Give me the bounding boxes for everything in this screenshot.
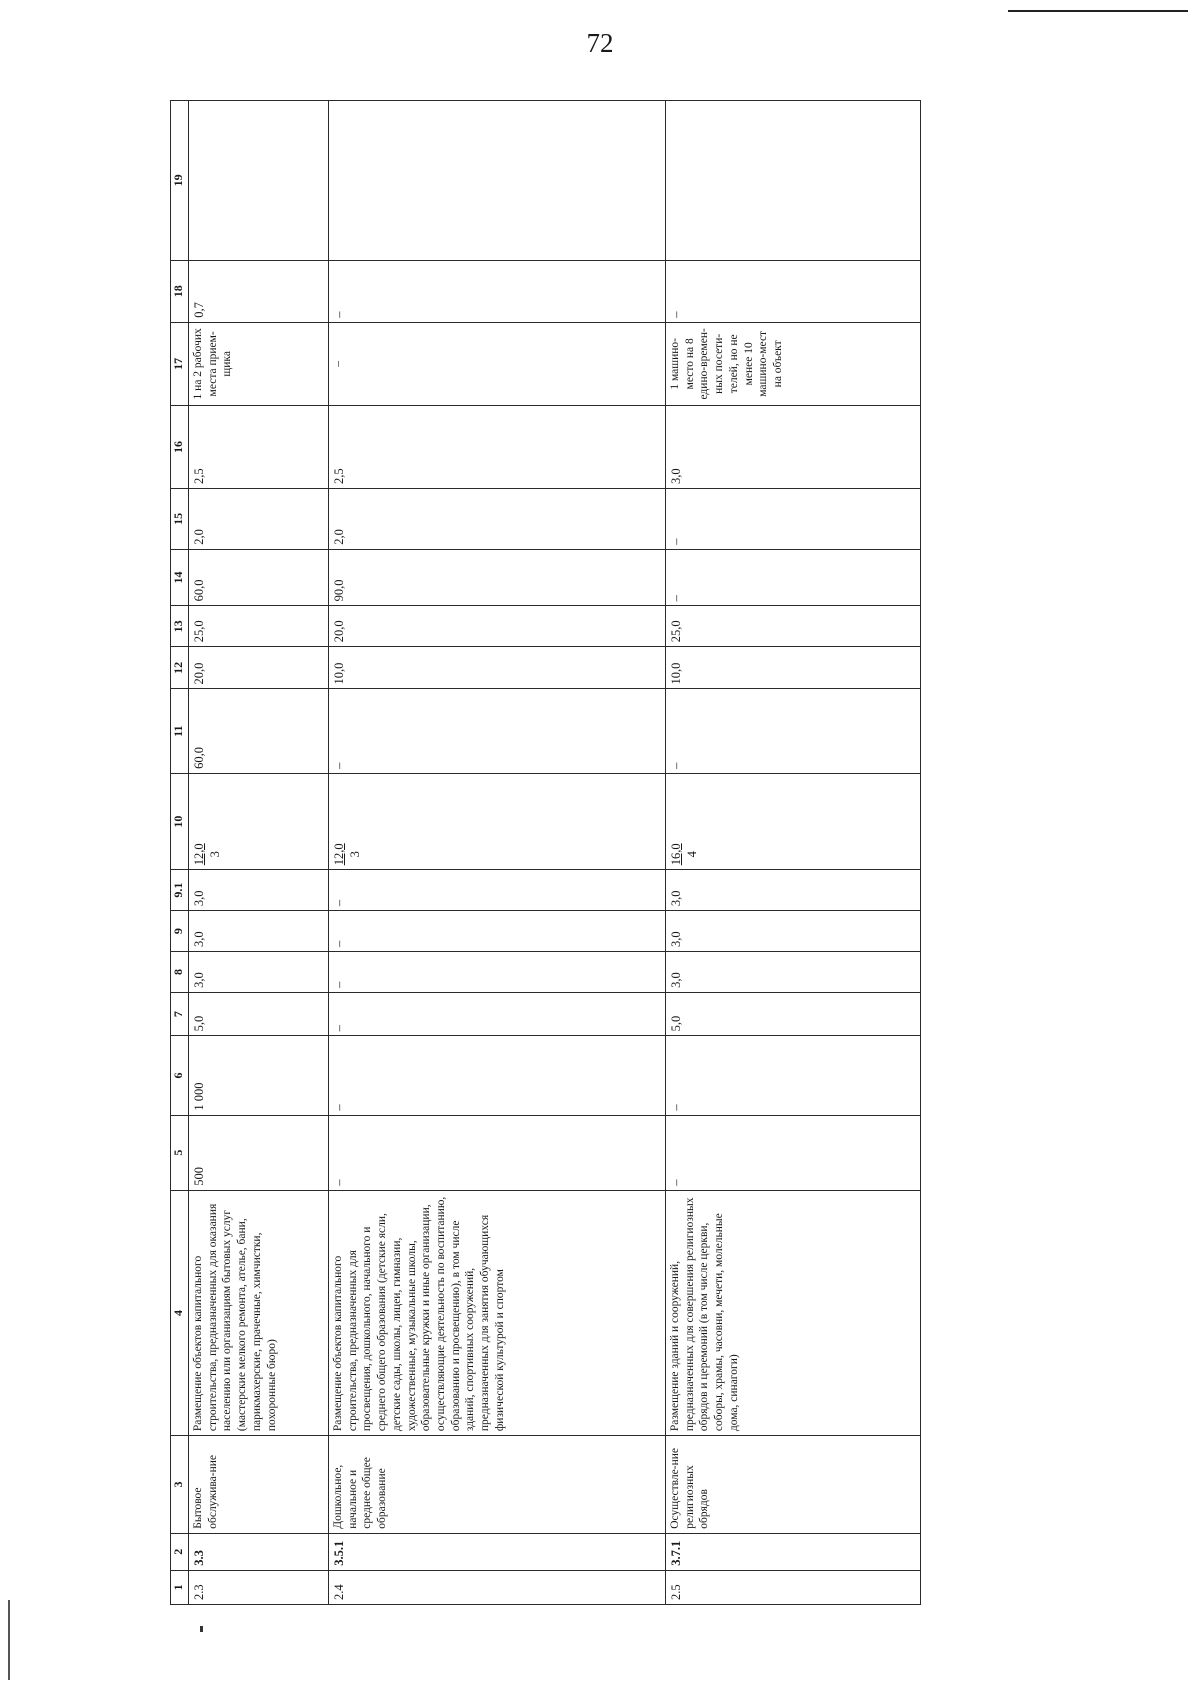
cell-col6: 1 000 — [189, 1036, 329, 1115]
cell-col7: – — [329, 992, 666, 1036]
header-cell: 14 — [171, 549, 189, 606]
cell-col18: – — [329, 260, 666, 322]
cell-col12: 20,0 — [189, 647, 329, 689]
cell-col11: – — [666, 689, 921, 773]
cell-col12: 10,0 — [329, 647, 666, 689]
cell-col14: 90,0 — [329, 549, 666, 606]
cell-col14: – — [666, 549, 921, 606]
use-type-name: Дошкольное, начальное и среднее общее образование — [329, 1436, 666, 1534]
cell-col9: – — [329, 911, 666, 952]
cell-col16: 3,0 — [666, 405, 921, 488]
row-number: 2.4 — [329, 1570, 666, 1604]
cell-col9-1: 3,0 — [189, 870, 329, 911]
fraction-value — [668, 843, 700, 865]
cell-col10 — [189, 773, 329, 869]
regulations-table — [170, 100, 921, 1605]
header-cell: 3 — [171, 1436, 189, 1534]
header-cell: 16 — [171, 405, 189, 488]
cell-col14: 60,0 — [189, 549, 329, 606]
header-cell: 2 — [171, 1533, 189, 1570]
cell-col13: 25,0 — [666, 606, 921, 647]
cell-col9-1: 3,0 — [666, 870, 921, 911]
classifier-code: 3.7.1 — [666, 1533, 921, 1570]
cell-col8: 3,0 — [189, 952, 329, 993]
cell-col18: 0,7 — [189, 260, 329, 322]
cell-col16: 2,5 — [189, 405, 329, 488]
cell-col19 — [666, 101, 921, 261]
cell-col11: – — [329, 689, 666, 773]
header-cell: 1 — [171, 1570, 189, 1604]
cell-col13: 20,0 — [329, 606, 666, 647]
cell-col17: – — [329, 322, 666, 405]
fraction-denominator: 3 — [208, 851, 222, 858]
cell-col15: 2,0 — [329, 489, 666, 550]
cell-col12: 10,0 — [666, 647, 921, 689]
row-number: 2.3 — [189, 1570, 329, 1604]
fraction-numerator: 12,0 — [332, 843, 346, 866]
header-cell: 13 — [171, 606, 189, 647]
row-number: 2.5 — [666, 1570, 921, 1604]
top-rule — [1008, 10, 1188, 12]
header-cell: 10 — [171, 773, 189, 869]
cell-col6: – — [666, 1036, 921, 1115]
classifier-code: 3.3 — [189, 1533, 329, 1570]
header-cell: 8 — [171, 952, 189, 993]
cell-col6: – — [329, 1036, 666, 1115]
cell-col16: 2,5 — [329, 405, 666, 488]
cell-col19 — [189, 101, 329, 261]
cell-col7: 5,0 — [666, 992, 921, 1036]
cell-col5: – — [666, 1115, 921, 1190]
header-cell: 9.1 — [171, 870, 189, 911]
table-row — [666, 101, 921, 1605]
use-type-description: Размещение зданий и сооружений, предназначенных для совершения религиозных обрядов и церемоний (в том числе церкви, соборы, храмы, часовни, мечети, молельные дома, синагоги) — [666, 1190, 921, 1435]
scan-mark — [200, 1626, 203, 1632]
use-type-description: Размещение объектов капитального строительства, предназначенных для просвещения, дошкольного, начального и среднего общего образования (детские ясли, детские сады, школы, лицеи, гимназии, художественные, музыкальные школы, образовательные кружки и иные организации, осуществляющие деятельность по воспитанию, образованию и просвещению), в том числе зданий, спортивных сооружений, предназначенных для занятия обучающихся физической культурой и спортом — [329, 1190, 666, 1435]
cell-col8: 3,0 — [666, 952, 921, 993]
classifier-code: 3.5.1 — [329, 1533, 666, 1570]
fraction-value — [331, 843, 363, 865]
header-cell: 12 — [171, 647, 189, 689]
cell-col17: 1 машино-место на 8 едино-времен-ных посети-телей, но не менее 10 машино-мест на объект — [666, 322, 921, 405]
header-cell: 18 — [171, 260, 189, 322]
cell-col5: – — [329, 1115, 666, 1190]
fraction-denominator: 3 — [348, 851, 362, 858]
cell-col9: 3,0 — [189, 911, 329, 952]
cell-col5: 500 — [189, 1115, 329, 1190]
cell-col7: 5,0 — [189, 992, 329, 1036]
use-type-name: Осуществле-ние религиозных обрядов — [666, 1436, 921, 1534]
table-row — [329, 101, 666, 1605]
cell-col9-1: – — [329, 870, 666, 911]
cell-col17: 1 на 2 рабочих места прием-щика — [189, 322, 329, 405]
header-cell: 19 — [171, 101, 189, 261]
cell-col9: 3,0 — [666, 911, 921, 952]
cell-col19 — [329, 101, 666, 261]
header-row — [171, 101, 189, 1605]
cell-col18: – — [666, 260, 921, 322]
header-cell: 6 — [171, 1036, 189, 1115]
header-cell: 15 — [171, 489, 189, 550]
header-cell: 17 — [171, 322, 189, 405]
header-cell: 7 — [171, 992, 189, 1036]
page-number: 72 — [586, 28, 614, 58]
header-cell: 5 — [171, 1115, 189, 1190]
cell-col11: 60,0 — [189, 689, 329, 773]
fraction-numerator: 16,0 — [669, 843, 683, 866]
cell-col15: – — [666, 489, 921, 550]
use-type-description: Размещение объектов капитального строительства, предназначенных для оказания населению или организациям бытовых услуг (мастерские мелкого ремонта, ателье, бани, парикмахерские, прачечные, химчистки, похоронные бюро) — [189, 1190, 329, 1435]
header-cell: 9 — [171, 911, 189, 952]
table-row — [189, 101, 329, 1605]
fraction-numerator: 12,0 — [192, 843, 206, 866]
binding-margin-line — [8, 1600, 10, 1680]
fraction-value — [191, 843, 223, 865]
use-type-name: Бытовое обслужива-ние — [189, 1436, 329, 1534]
cell-col10 — [329, 773, 666, 869]
cell-col8: – — [329, 952, 666, 993]
cell-col13: 25,0 — [189, 606, 329, 647]
cell-col10 — [666, 773, 921, 869]
header-cell: 11 — [171, 689, 189, 773]
cell-col15: 2,0 — [189, 489, 329, 550]
fraction-denominator: 4 — [685, 851, 699, 858]
rotated-table-container — [170, 100, 938, 1605]
header-cell: 4 — [171, 1190, 189, 1435]
